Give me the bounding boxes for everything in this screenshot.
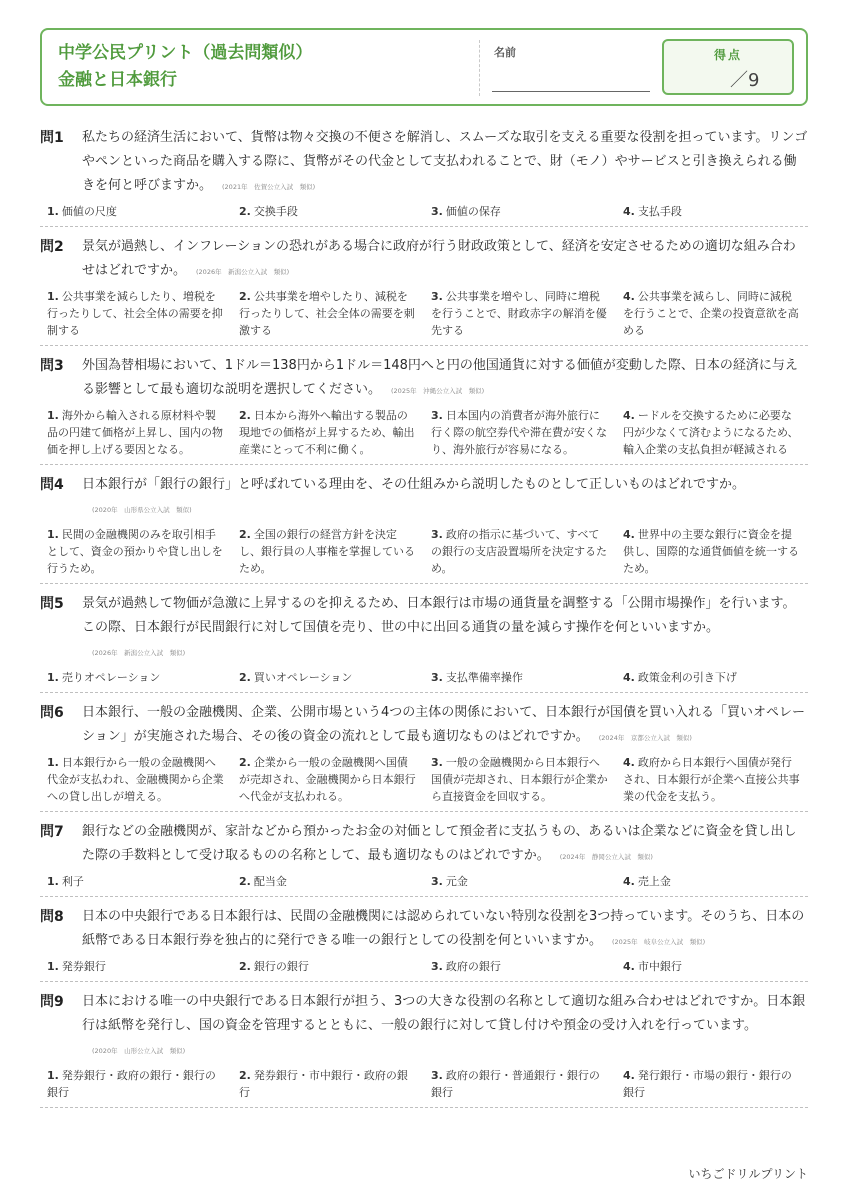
answer-choice[interactable] xyxy=(40,288,232,339)
question-text: 銀行などの金融機関が、家計などから預かったお金の対価として預金者に支払うもの、あるいは企業などに資金を貸し出した際の手数料として受け取るものの名称として、最も適切なものはどれですか。 xyxy=(82,824,797,863)
choice-number: 3. xyxy=(431,409,443,422)
choice-text: 支払手段 xyxy=(637,205,682,218)
choice-text: 海外から輸入される原材料や製品の円建て価格が上昇し、国内の物価を押し上げる要因となる。 xyxy=(47,409,223,456)
answer-choice[interactable] xyxy=(40,958,232,975)
question-block xyxy=(40,693,808,812)
answer-choice[interactable] xyxy=(424,958,616,975)
choice-number: 2. xyxy=(239,756,251,769)
choice-number: 1. xyxy=(47,1069,59,1082)
choice-number: 4. xyxy=(623,671,635,684)
choice-number: 3. xyxy=(431,875,443,888)
choice-text: 売りオペレーション xyxy=(61,671,161,684)
answer-choice[interactable] xyxy=(616,203,808,220)
answer-choice[interactable] xyxy=(40,873,232,890)
question-number: 問5 xyxy=(40,596,64,612)
question-number: 問3 xyxy=(40,358,64,374)
question-text: 日本銀行が「銀行の銀行」と呼ばれている理由を、その仕組みから説明したものとして正しいものはどれですか。 xyxy=(82,477,746,492)
header-divider xyxy=(479,40,480,96)
question-source: (2020年 山形県公立入試 類似) xyxy=(92,506,192,514)
choice-number: 3. xyxy=(431,290,443,303)
choice-number: 1. xyxy=(47,528,59,541)
choice-text: 発行銀行・市場の銀行・銀行の銀行 xyxy=(623,1069,792,1099)
choice-text: 発券銀行 xyxy=(61,960,106,973)
choice-text: 売上金 xyxy=(637,875,671,888)
choice-number: 1. xyxy=(47,756,59,769)
choice-text: 価値の尺度 xyxy=(61,205,117,218)
question-number: 問8 xyxy=(40,909,64,925)
choice-number: 2. xyxy=(239,290,251,303)
question-source: (2024年 京都公立入試 類似) xyxy=(598,734,692,742)
question-number: 問2 xyxy=(40,239,64,255)
choice-text: 元金 xyxy=(445,875,468,888)
choice-number: 2. xyxy=(239,875,251,888)
question-block xyxy=(40,897,808,982)
choice-number: 4. xyxy=(623,960,635,973)
question-number: 問4 xyxy=(40,477,64,493)
choice-text: 価値の保存 xyxy=(445,205,501,218)
choice-text: 一般の金融機関から日本銀行へ国債が売却され、日本銀行が企業から直接資金を回収する。 xyxy=(431,756,608,803)
answer-choice[interactable] xyxy=(232,873,424,890)
answer-choice[interactable] xyxy=(616,288,808,339)
choice-text: 銀行の銀行 xyxy=(253,960,309,973)
question-text: 日本の中央銀行である日本銀行は、民間の金融機関には認められていない特別な役割を3つ持っています。そのうち、日本の紙幣である日本銀行券を独占的に発行できる唯一の銀行としての役割を何といいますか。 xyxy=(82,909,805,948)
answer-choice[interactable] xyxy=(616,754,808,805)
answer-choice[interactable] xyxy=(232,669,424,686)
question-text: 日本における唯一の中央銀行である日本銀行が担う、3つの大きな役割の名称として適切な組み合わせはどれですか。日本銀行は紙幣を発行し、国の資金を管理するとともに、一般の銀行に対して貸し付けや預金の受け入れを行っています。 xyxy=(82,994,806,1033)
choice-number: 1. xyxy=(47,960,59,973)
choice-text: 利子 xyxy=(61,875,84,888)
choice-text: 政府の指示に基づいて、すべての銀行の支店設置場所を決定するため。 xyxy=(431,528,607,575)
choice-text: 企業から一般の金融機関へ国債が売却され、金融機関から日本銀行へ代金が支払われる。 xyxy=(239,756,416,803)
answer-choice[interactable] xyxy=(232,958,424,975)
score-value: ／9 xyxy=(730,70,760,91)
choice-number: 4. xyxy=(623,409,635,422)
choice-text: 日本銀行から一般の金融機関へ代金が支払われ、金融機関から企業への貸し出しが増える。 xyxy=(47,756,224,803)
choice-list xyxy=(40,522,808,577)
question-text-wrap xyxy=(82,990,808,1063)
question-text: 景気が過熱し、インフレーションの恐れがある場合に政府が行う財政政策として、経済を安定させるための適切な組み合わせはどれですか。 xyxy=(82,239,796,278)
choice-number: 2. xyxy=(239,960,251,973)
question-number: 問1 xyxy=(40,130,64,146)
question-number: 問9 xyxy=(40,994,64,1010)
choice-text: 買いオペレーション xyxy=(253,671,353,684)
choice-number: 1. xyxy=(47,290,59,303)
choice-number: 1. xyxy=(47,671,59,684)
choice-text: 公共事業を減らし、同時に減税を行うことで、企業の投資意欲を高める xyxy=(623,290,799,337)
score-label: 得点 xyxy=(713,48,742,62)
choice-number: 1. xyxy=(47,205,59,218)
question-text-wrap xyxy=(82,126,808,199)
choice-text: 公共事業を増やし、同時に増税を行うことで、財政赤字の解消を優先する xyxy=(431,290,607,337)
choice-list xyxy=(40,869,808,890)
answer-choice[interactable] xyxy=(424,669,616,686)
choice-number: 2. xyxy=(239,409,251,422)
choice-text: 政府の銀行・普通銀行・銀行の銀行 xyxy=(431,1069,600,1099)
choice-list xyxy=(40,284,808,339)
choice-number: 2. xyxy=(239,205,251,218)
choice-text: 日本から海外へ輸出する製品の現地での価格が上昇するため、輸出産業にとって不利に働く。 xyxy=(239,409,415,456)
answer-choice[interactable] xyxy=(424,288,616,339)
answer-choice[interactable] xyxy=(232,754,424,805)
choice-text: ードルを交換するために必要な円が少なくて済むようになるため、輸入企業の支払負担が軽減される xyxy=(623,409,799,456)
answer-choice[interactable] xyxy=(616,526,808,577)
answer-choice[interactable] xyxy=(40,669,232,686)
answer-choice[interactable] xyxy=(424,526,616,577)
choice-text: 民間の金融機関のみを取引相手として、資金の預かりや貸し出しを行うため。 xyxy=(47,528,223,575)
answer-choice[interactable] xyxy=(232,1067,424,1101)
question-header xyxy=(40,235,808,284)
question-header xyxy=(40,990,808,1063)
choice-text: 公共事業を増やしたり、減税を行ったりして、社会全体の需要を刺激する xyxy=(239,290,415,337)
name-field[interactable] xyxy=(492,91,650,92)
choice-number: 1. xyxy=(47,875,59,888)
choice-number: 4. xyxy=(623,528,635,541)
question-text: 景気が過熱して物価が急激に上昇するのを抑えるため、日本銀行は市場の通貨量を調整する「公開市場操作」を行います。この際、日本銀行が民間銀行に対して国債を売り、世の中に出回る通貨の量を減らす操作を何といいますか。 xyxy=(82,596,796,635)
choice-number: 1. xyxy=(47,409,59,422)
answer-choice[interactable] xyxy=(616,873,808,890)
choice-number: 3. xyxy=(431,960,443,973)
question-source: (2020年 山形公立入試 類似) xyxy=(92,1047,186,1055)
question-number: 問6 xyxy=(40,705,64,721)
question-source: (2021年 佐賀公立入試 類似) xyxy=(222,183,316,191)
choice-text: 政府の銀行 xyxy=(445,960,501,973)
question-source: (2024年 静岡公立入試 類似) xyxy=(559,853,653,861)
question-header xyxy=(40,592,808,665)
choice-number: 4. xyxy=(623,205,635,218)
question-text-wrap xyxy=(82,235,808,284)
choice-number: 3. xyxy=(431,756,443,769)
question-text-wrap xyxy=(82,592,808,665)
choice-list xyxy=(40,665,808,686)
choice-text: 世界中の主要な銀行に資金を提供し、国際的な通貨価値を統一するため。 xyxy=(623,528,799,575)
question-block xyxy=(40,584,808,693)
choice-list xyxy=(40,954,808,975)
choice-number: 4. xyxy=(623,756,635,769)
title-block xyxy=(58,40,312,94)
answer-choice[interactable] xyxy=(616,958,808,975)
choice-text: 全国の銀行の経営方針を決定し、銀行員の人事権を掌握しているため。 xyxy=(239,528,415,575)
choice-text: 市中銀行 xyxy=(637,960,682,973)
question-source: (2025年 岐阜公立入試 類似) xyxy=(612,938,706,946)
answer-choice[interactable] xyxy=(40,407,232,458)
choice-text: 配当金 xyxy=(253,875,287,888)
question-text-wrap xyxy=(82,905,808,954)
question-header xyxy=(40,354,808,403)
choice-text: 交換手段 xyxy=(253,205,298,218)
choice-number: 2. xyxy=(239,528,251,541)
answer-choice[interactable] xyxy=(232,526,424,577)
worksheet-subtitle: 金融と日本銀行 xyxy=(58,70,177,90)
choice-text: 日本国内の消費者が海外旅行に行く際の航空券代や滞在費が安くなり、海外旅行が容易になる。 xyxy=(431,409,607,456)
question-text-wrap xyxy=(82,354,808,403)
question-text: 私たちの経済生活において、貨幣は物々交換の不便さを解消し、スムーズな取引を支える重要な役割を担っています。リンゴやペンといった商品を購入する際に、貨幣がその代金として支払われることで、財（モノ）やサービスと引き換えられる働きを何と呼びますか。 xyxy=(82,130,808,193)
question-block xyxy=(40,812,808,897)
question-text: 外国為替相場において、1ドル＝138円から1ドル＝148円へと円の他国通貨に対する価値が変動した際、日本の経済に与える影響として最も適切な説明を選択してください。 xyxy=(82,358,798,397)
choice-number: 2. xyxy=(239,671,251,684)
answer-choice[interactable] xyxy=(40,1067,232,1101)
question-number: 問7 xyxy=(40,824,64,840)
choice-number: 4. xyxy=(623,290,635,303)
answer-choice[interactable] xyxy=(40,203,232,220)
question-list xyxy=(40,118,808,1108)
choice-number: 4. xyxy=(623,1069,635,1082)
question-text-wrap xyxy=(82,701,808,750)
worksheet-header xyxy=(40,28,808,106)
question-header xyxy=(40,905,808,954)
answer-choice[interactable] xyxy=(424,1067,616,1101)
choice-list xyxy=(40,403,808,458)
question-source: (2026年 新潟公立入試 類似) xyxy=(92,649,186,657)
question-block xyxy=(40,346,808,465)
answer-choice[interactable] xyxy=(424,407,616,458)
answer-choice[interactable] xyxy=(40,754,232,805)
choice-number: 3. xyxy=(431,1069,443,1082)
answer-choice[interactable] xyxy=(616,407,808,458)
question-header xyxy=(40,820,808,869)
question-header xyxy=(40,701,808,750)
answer-choice[interactable] xyxy=(232,203,424,220)
question-source: (2026年 新潟公立入試 類似) xyxy=(196,268,290,276)
answer-choice[interactable] xyxy=(616,1067,808,1101)
choice-number: 3. xyxy=(431,205,443,218)
choice-number: 4. xyxy=(623,875,635,888)
choice-text: 支払準備率操作 xyxy=(445,671,523,684)
name-label: 名前 xyxy=(494,46,516,59)
answer-choice[interactable] xyxy=(424,754,616,805)
footer-brand: いちごドリルプリント xyxy=(688,1167,808,1181)
question-text: 日本銀行、一般の金融機関、企業、公開市場という4つの主体の関係において、日本銀行が国債を買い入れる「買いオペレーション」が実施された場合、その後の資金の流れとして最も適切なものはどれですか。 xyxy=(82,705,806,744)
question-text-wrap xyxy=(82,820,808,869)
answer-choice[interactable] xyxy=(232,407,424,458)
choice-list xyxy=(40,199,808,220)
choice-text: 政策金利の引き下げ xyxy=(637,671,737,684)
question-block xyxy=(40,227,808,346)
choice-text: 発券銀行・市中銀行・政府の銀行 xyxy=(239,1069,408,1099)
question-block xyxy=(40,118,808,227)
choice-text: 発券銀行・政府の銀行・銀行の銀行 xyxy=(47,1069,216,1099)
answer-choice[interactable] xyxy=(424,203,616,220)
answer-choice[interactable] xyxy=(616,669,808,686)
choice-text: 公共事業を減らしたり、増税を行ったりして、社会全体の需要を抑制する xyxy=(47,290,223,337)
choice-number: 2. xyxy=(239,1069,251,1082)
question-block xyxy=(40,465,808,584)
score-box xyxy=(662,39,794,95)
question-source: (2025年 沖縄公立入試 類似) xyxy=(391,387,485,395)
question-text-wrap xyxy=(82,473,808,522)
answer-choice[interactable] xyxy=(424,873,616,890)
choice-list xyxy=(40,1063,808,1101)
question-block xyxy=(40,982,808,1108)
answer-choice[interactable] xyxy=(232,288,424,339)
choice-number: 3. xyxy=(431,671,443,684)
choice-text: 政府から日本銀行へ国債が発行され、日本銀行が企業へ直接公共事業の代金を支払う。 xyxy=(623,756,800,803)
question-header xyxy=(40,473,808,522)
question-header xyxy=(40,126,808,199)
worksheet-title: 中学公民プリント（過去問類似） xyxy=(58,43,313,63)
answer-choice[interactable] xyxy=(40,526,232,577)
choice-list xyxy=(40,750,808,805)
choice-number: 3. xyxy=(431,528,443,541)
